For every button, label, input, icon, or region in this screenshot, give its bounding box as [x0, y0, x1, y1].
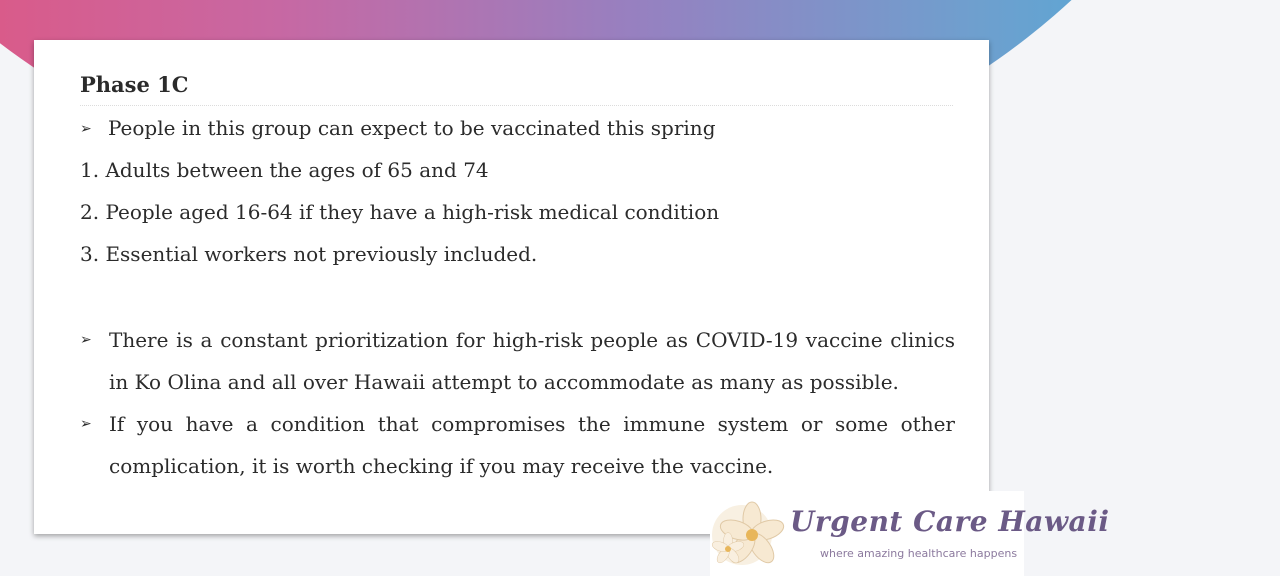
intro-bullet — [80, 116, 716, 140]
bullet-text: If you have a condition that compromises the immune system or some other complication, it is worth checking if you may receive the vaccine. — [109, 412, 955, 478]
list-item: 1. Adults between the ages of 65 and 74 — [80, 158, 489, 182]
logo-tagline: where amazing healthcare happens — [820, 547, 1018, 560]
arrow-bullet-icon: ➢ — [80, 332, 92, 348]
bullet-paragraph — [80, 319, 955, 403]
plumeria-flower-icon — [712, 499, 800, 571]
arrow-bullet-icon: ➢ — [80, 121, 92, 137]
list-item: 2. People aged 16-64 if they have a high-risk medical condition — [80, 200, 720, 224]
urgent-care-hawaii-logo — [710, 491, 1110, 576]
slide-content-card — [34, 40, 989, 534]
arrow-bullet-icon: ➢ — [80, 416, 92, 432]
heading-divider — [80, 105, 953, 106]
slide-heading: Phase 1C — [80, 72, 189, 97]
logo-name: Urgent Care Hawaii — [790, 505, 1110, 538]
list-item: 3. Essential workers not previously included. — [80, 242, 538, 266]
bullet-text: There is a constant prioritization for high-risk people as COVID-19 vaccine clinics in Ko Olina and all over Hawaii attempt to accommodate as many as possible. — [109, 328, 955, 394]
bullet-paragraph — [80, 403, 955, 487]
intro-bullet-text: People in this group can expect to be vaccinated this spring — [108, 116, 716, 140]
